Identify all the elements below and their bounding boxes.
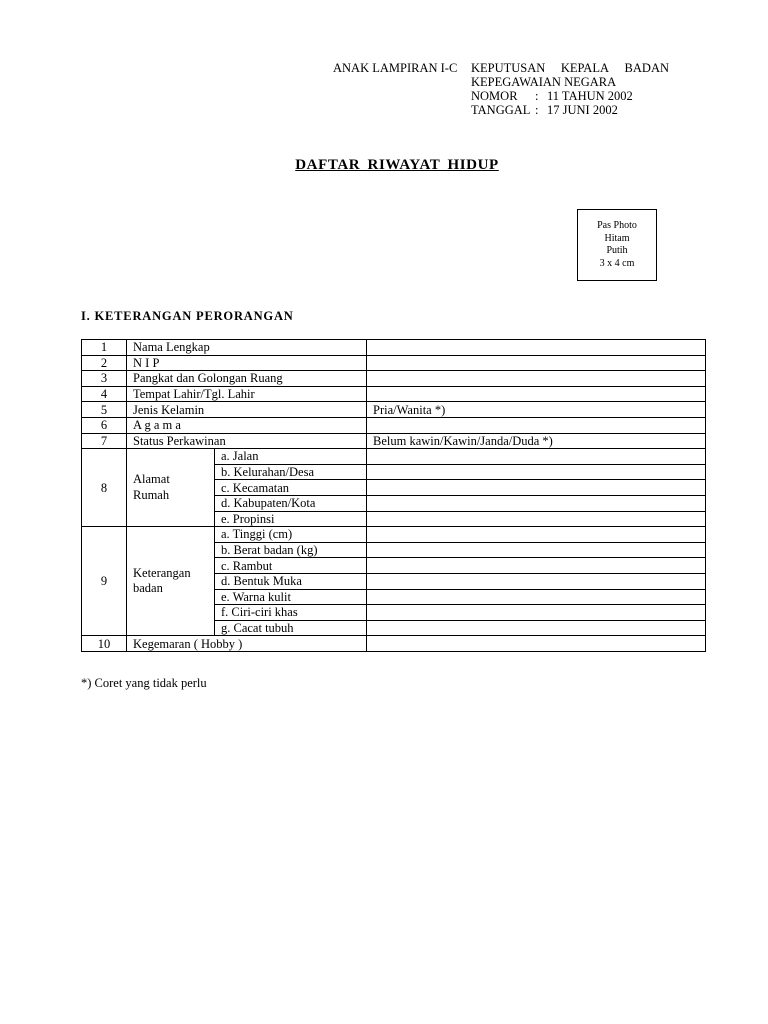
header-line-3: [333, 89, 671, 103]
photo-box-line: Hitam: [604, 232, 630, 244]
header-line-1: [333, 61, 671, 75]
tanggal-label: TANGGAL: [471, 103, 531, 117]
row-value: [367, 495, 706, 511]
row-number: 2: [82, 355, 127, 371]
row-value: [367, 511, 706, 527]
row-value: [367, 589, 706, 605]
table-row: [82, 386, 706, 402]
sub-item-label: f. Ciri-ciri khas: [215, 605, 367, 621]
sub-item-label: b. Berat badan (kg): [215, 542, 367, 558]
kepegawaian-line: KEPEGAWAIAN NEGARA: [471, 75, 617, 89]
photo-box-line: 3 x 4 cm: [599, 257, 635, 269]
sub-item-label: d. Bentuk Muka: [215, 573, 367, 589]
keputusan-word: KEPALA: [560, 61, 610, 75]
row-value: [367, 340, 706, 356]
sub-item-label: c. Kecamatan: [215, 480, 367, 496]
row-label: N I P: [127, 355, 367, 371]
footnote: *) Coret yang tidak perlu: [81, 676, 207, 690]
table-row: [82, 449, 706, 465]
sub-item-label: g. Cacat tubuh: [215, 620, 367, 636]
row-number: 4: [82, 386, 127, 402]
sub-item-label: c. Rambut: [215, 558, 367, 574]
row-value: [367, 386, 706, 402]
row-value: [367, 573, 706, 589]
keputusan-word: BADAN: [624, 61, 669, 75]
row-label: Status Perkawinan: [127, 433, 367, 449]
row-number: 6: [82, 417, 127, 433]
section-title: I. KETERANGAN PERORANGAN: [81, 309, 294, 323]
colon: :: [535, 103, 539, 117]
sub-item-label: a. Jalan: [215, 449, 367, 465]
document-title: DAFTAR RIWAYAT HIDUP: [295, 157, 499, 173]
row-value: [367, 636, 706, 652]
sub-item-label: e. Propinsi: [215, 511, 367, 527]
row-value: [367, 355, 706, 371]
row-value: [367, 449, 706, 465]
biodata-table: [81, 339, 706, 652]
colon: :: [535, 89, 539, 103]
row-number: 8: [82, 449, 127, 527]
row-value: [367, 620, 706, 636]
row-value: Belum kawin/Kawin/Janda/Duda *): [367, 433, 706, 449]
table-row: [82, 417, 706, 433]
row-value: [367, 542, 706, 558]
document-header: [333, 61, 671, 117]
row-label: Tempat Lahir/Tgl. Lahir: [127, 386, 367, 402]
keputusan-word: KEPUTUSAN: [471, 61, 546, 75]
row-number: 10: [82, 636, 127, 652]
row-number: 3: [82, 371, 127, 387]
nomor-label: NOMOR: [471, 89, 518, 103]
row-number: 1: [82, 340, 127, 356]
row-number: 7: [82, 433, 127, 449]
row-label: Nama Lengkap: [127, 340, 367, 356]
row-value: [367, 371, 706, 387]
row-label: Kegemaran ( Hobby ): [127, 636, 367, 652]
row-value: [367, 605, 706, 621]
row-label: Pangkat dan Golongan Ruang: [127, 371, 367, 387]
tanggal-value: 17 JUNI 2002: [547, 103, 618, 117]
sub-item-label: a. Tinggi (cm): [215, 527, 367, 543]
row-value: [367, 417, 706, 433]
group-label: Alamat Rumah: [127, 449, 215, 527]
table-row: [82, 636, 706, 652]
nomor-value: 11 TAHUN 2002: [547, 89, 633, 103]
table-row: [82, 402, 706, 418]
row-value: [367, 464, 706, 480]
row-value: [367, 480, 706, 496]
sub-item-label: b. Kelurahan/Desa: [215, 464, 367, 480]
row-value: [367, 558, 706, 574]
sub-item-label: e. Warna kulit: [215, 589, 367, 605]
table-row: [82, 340, 706, 356]
group-label: Keterangan badan: [127, 527, 215, 636]
table-row: [82, 433, 706, 449]
header-line-4: [333, 103, 671, 117]
photo-box-line: Putih: [606, 245, 628, 256]
row-value: [367, 527, 706, 543]
photo-box: [577, 209, 657, 281]
row-label: A g a m a: [127, 417, 367, 433]
lampiran-label: ANAK LAMPIRAN I-C: [333, 61, 458, 75]
row-number: 9: [82, 527, 127, 636]
row-number: 5: [82, 402, 127, 418]
row-label: Jenis Kelamin: [127, 402, 367, 418]
table-row: [82, 355, 706, 371]
sub-item-label: d. Kabupaten/Kota: [215, 495, 367, 511]
table-row: [82, 371, 706, 387]
photo-box-line: Pas Photo: [597, 220, 637, 231]
row-value: Pria/Wanita *): [367, 402, 706, 418]
header-line-2: [333, 75, 671, 89]
keputusan-line: [471, 61, 669, 75]
table-row: [82, 527, 706, 543]
